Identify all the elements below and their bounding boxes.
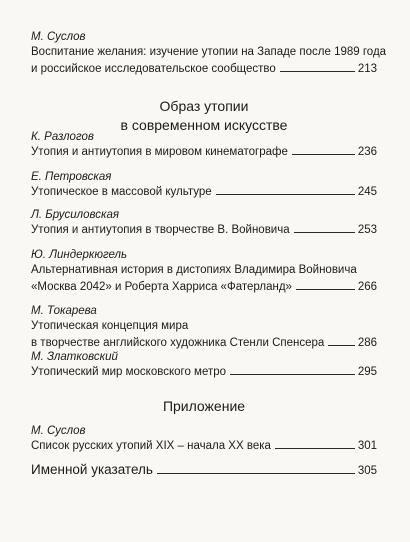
entry-author: Л. Брусиловская [31,209,120,221]
dotted-leader [230,364,355,375]
entry-title-text: «Москва 2042» и Роберта Харриса «Фатерланд» [31,281,292,293]
entry-title-text: Список русских утопий XIX – начала XX века [31,440,271,452]
entry-title-line: Воспитание желания: изучение утопии на Западе после 1989 года [31,46,387,58]
section-heading-line: Образ утопии [159,98,249,114]
entry-page-number: 266 [357,281,377,293]
dotted-leader [275,438,355,449]
toc-entry [31,208,377,239]
toc-entry-index [31,461,377,480]
entry-author: К. Разлогов [31,131,94,143]
toc-entry [31,424,377,455]
toc-entry [31,304,377,352]
entry-page-number: 301 [357,440,377,452]
entry-author: М. Суслов [31,425,86,437]
toc-entry [31,248,377,296]
entry-title-line [31,184,377,201]
entry-page-number: 305 [357,465,377,477]
entry-title-text: Утопический мир московского метро [31,366,227,378]
entry-author: Е. Петровская [31,171,112,183]
entry-title-text: Утопия и антиутопия в мировом кинематографе [31,146,288,158]
section-heading-line: в современном искусстве [120,117,288,133]
dotted-leader [294,222,355,233]
entry-title-line [31,61,377,78]
toc-entry [31,30,387,78]
entry-title-text: Утопия и антиутопия в творчестве В. Войновича [31,224,290,236]
entry-title-text: Именной указатель [31,462,153,477]
entry-title-line [31,222,377,239]
dotted-leader [280,61,355,72]
entry-page-number: 295 [357,366,377,378]
section-heading [31,397,377,416]
entry-title-line [31,279,377,296]
toc-entry [31,170,377,201]
entry-title-text: Утопическое в массовой культуре [31,186,212,198]
dotted-leader [157,462,355,474]
entry-page-number: 236 [357,146,377,158]
entry-title-line: Альтернативная история в дистопиях Владимира Войновича [31,264,357,276]
dotted-leader [292,144,355,155]
dotted-leader [328,335,354,346]
entry-title-line [31,144,377,161]
entry-author: Ю. Линдеркюгель [31,249,128,261]
entry-title-line [31,438,377,455]
entry-page-number: 253 [357,224,377,236]
entry-author: М. Златковский [31,351,118,363]
entry-author: М. Токарева [31,305,97,317]
entry-title-text: в творчестве английского художника Стенли Спенсера [31,337,325,349]
entry-title-line: Утопическая концепция мира [31,320,189,332]
entry-title-text: и российское исследовательское сообщество [31,63,276,75]
entry-page-number: 213 [357,63,377,75]
toc-entry [31,130,377,161]
entry-author: М. Суслов [31,31,86,43]
entry-title-line [31,364,377,381]
entry-page-number: 286 [357,337,377,349]
dotted-leader [296,279,355,290]
toc-entry [31,350,377,381]
entry-page-number: 245 [357,186,377,198]
section-heading-line: Приложение [162,398,246,414]
dotted-leader [216,184,355,195]
